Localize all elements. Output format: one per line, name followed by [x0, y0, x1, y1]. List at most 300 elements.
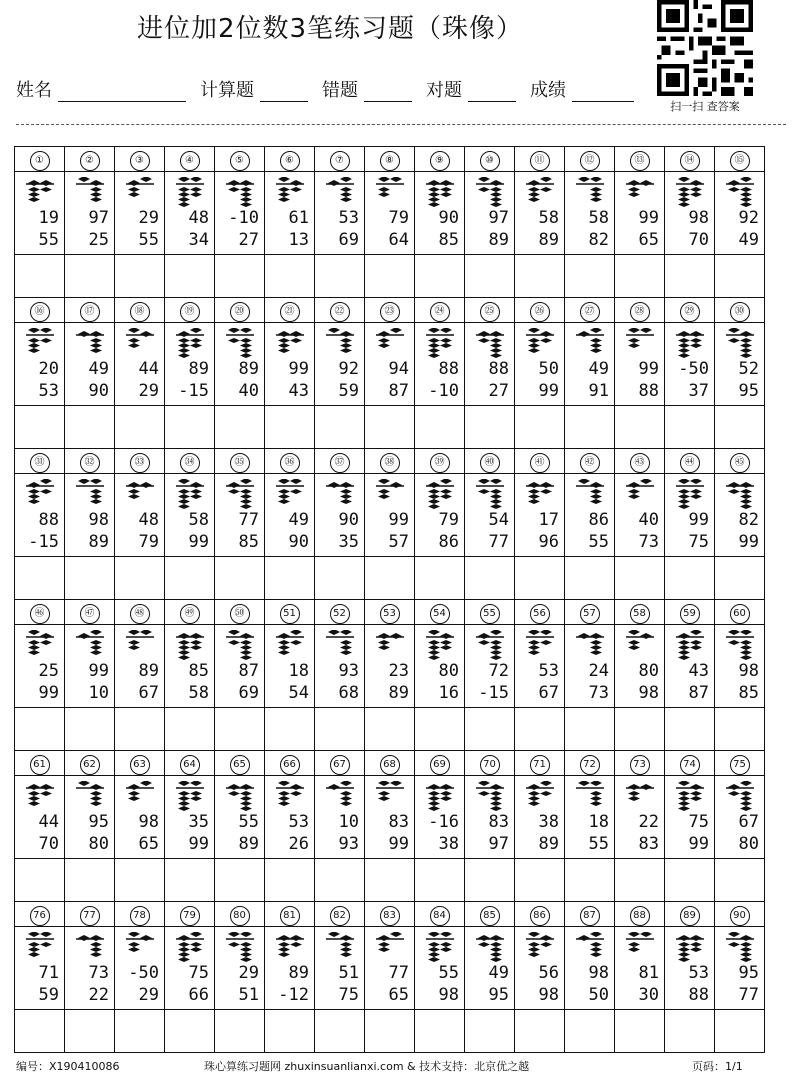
abacus-bead-icon: [624, 630, 656, 660]
abacus-bead-icon: [224, 328, 256, 358]
addend-first: 18: [588, 812, 609, 832]
abacus-bead-icon: [274, 479, 306, 509]
problem-number-cell: [215, 298, 265, 323]
abacus-bead-icon: [674, 932, 706, 962]
problem-cell: [15, 172, 65, 255]
answer-cell[interactable]: [665, 1010, 715, 1053]
answer-cell[interactable]: [365, 708, 415, 751]
problem-cell: [65, 323, 115, 406]
problem-number: ㉝: [130, 453, 150, 473]
problem-number-cell: [115, 751, 165, 776]
answer-cell[interactable]: [265, 708, 315, 751]
addend-second: 89: [538, 834, 559, 854]
addend-first: 73: [88, 963, 109, 983]
abacus-bead-icon: [574, 932, 606, 962]
addend-first: 54: [488, 510, 509, 530]
answer-cell[interactable]: [65, 708, 115, 751]
answer-cell[interactable]: [65, 406, 115, 449]
answer-cell[interactable]: [515, 1010, 565, 1053]
answer-cell[interactable]: [715, 406, 765, 449]
problem-cell: [615, 625, 665, 708]
problem-number: 89: [680, 906, 700, 926]
addend-first: 82: [738, 510, 759, 530]
addend-first: 72: [488, 661, 509, 681]
addend-first: 51: [338, 963, 359, 983]
answer-cell[interactable]: [165, 255, 215, 298]
abacus-bead-icon: [324, 328, 356, 358]
problem-number: 64: [180, 755, 200, 775]
problem-number: 76: [30, 906, 50, 926]
problem-number-cell: [165, 751, 215, 776]
addend-second: 59: [338, 381, 359, 401]
addend-first: 77: [388, 963, 409, 983]
answer-cell[interactable]: [315, 708, 365, 751]
addend-first: 94: [388, 359, 409, 379]
problem-cell: [665, 776, 715, 859]
abacus-bead-icon: [374, 781, 406, 811]
answer-cell[interactable]: [515, 708, 565, 751]
problem-number-cell: [215, 449, 265, 474]
addend-first: 23: [388, 661, 409, 681]
abacus-bead-icon: [474, 630, 506, 660]
answer-cell[interactable]: [215, 1010, 265, 1053]
answer-cell[interactable]: [265, 1010, 315, 1053]
answer-cell[interactable]: [665, 859, 715, 902]
problem-cell: [365, 323, 415, 406]
answer-cell[interactable]: [265, 406, 315, 449]
addend-second: 27: [238, 230, 259, 250]
addend-first: 75: [188, 963, 209, 983]
problem-cell: [515, 625, 565, 708]
addend-first: 98: [88, 510, 109, 530]
problem-number: 59: [680, 604, 700, 624]
answer-cell[interactable]: [215, 557, 265, 600]
problem-number: 69: [430, 755, 450, 775]
answer-cell[interactable]: [165, 708, 215, 751]
addend-second: 80: [88, 834, 109, 854]
addend-first: 83: [388, 812, 409, 832]
addend-second: 67: [138, 683, 159, 703]
answer-cell[interactable]: [115, 255, 165, 298]
answer-cell[interactable]: [215, 255, 265, 298]
answer-cell[interactable]: [15, 1010, 65, 1053]
answer-cell[interactable]: [565, 859, 615, 902]
wrong-count-blank[interactable]: [364, 83, 412, 102]
problem-cell: [515, 474, 565, 557]
answer-cell[interactable]: [365, 859, 415, 902]
problem-number-cell: [515, 147, 565, 172]
problem-number-cell: [465, 751, 515, 776]
answer-cell[interactable]: [165, 557, 215, 600]
addend-first: 48: [188, 208, 209, 228]
answer-cell[interactable]: [265, 859, 315, 902]
answer-cell[interactable]: [65, 859, 115, 902]
abacus-bead-icon: [324, 781, 356, 811]
problem-number: ㊾: [180, 604, 200, 624]
answer-cell[interactable]: [415, 859, 465, 902]
addend-second: 80: [738, 834, 759, 854]
problem-number-cell: [65, 751, 115, 776]
abacus-bead-icon: [524, 177, 556, 207]
problem-cell: [365, 776, 415, 859]
qr-label: 扫一扫 查答案: [670, 100, 740, 113]
abacus-bead-icon: [274, 932, 306, 962]
answer-cell[interactable]: [515, 255, 565, 298]
problem-cell: [415, 776, 465, 859]
abacus-bead-icon: [124, 177, 156, 207]
answer-cell[interactable]: [565, 557, 615, 600]
problem-number-cell: [415, 147, 465, 172]
problem-number-cell: [465, 147, 515, 172]
score-label: 成绩: [530, 80, 566, 101]
problem-number-cell: [215, 902, 265, 927]
answer-cell[interactable]: [415, 708, 465, 751]
answer-cell[interactable]: [315, 406, 365, 449]
problem-number-cell: [615, 600, 665, 625]
addend-first: 92: [338, 359, 359, 379]
answer-cell[interactable]: [465, 406, 515, 449]
answer-cell[interactable]: [715, 1010, 765, 1053]
problem-number: 74: [680, 755, 700, 775]
abacus-bead-icon: [674, 177, 706, 207]
addend-second: 98: [538, 985, 559, 1005]
answer-cell[interactable]: [65, 255, 115, 298]
answer-cell[interactable]: [415, 1010, 465, 1053]
answer-cell[interactable]: [65, 557, 115, 600]
addend-first: 10: [338, 812, 359, 832]
addend-second: 59: [38, 985, 59, 1005]
problem-number-cell: [215, 147, 265, 172]
answer-cell[interactable]: [215, 708, 265, 751]
problem-cell: [715, 625, 765, 708]
addend-first: 86: [588, 510, 609, 530]
answer-cell[interactable]: [615, 406, 665, 449]
answer-cell[interactable]: [315, 1010, 365, 1053]
problem-cell: [265, 172, 315, 255]
addend-second: 22: [88, 985, 109, 1005]
problem-number-cell: [165, 449, 215, 474]
addend-second: -15: [178, 381, 209, 401]
problem-cell: [365, 625, 415, 708]
abacus-bead-icon: [274, 177, 306, 207]
addend-second: 75: [338, 985, 359, 1005]
problem-number-cell: [465, 449, 515, 474]
answer-cell[interactable]: [365, 557, 415, 600]
abacus-bead-icon: [24, 177, 56, 207]
answer-cell[interactable]: [15, 406, 65, 449]
answer-cell[interactable]: [365, 406, 415, 449]
addend-second: 53: [38, 381, 59, 401]
problem-cell: [415, 474, 465, 557]
problem-number-cell: [515, 600, 565, 625]
abacus-bead-icon: [724, 630, 756, 660]
problem-number-cell: [265, 147, 315, 172]
problem-number: ㊽: [130, 604, 150, 624]
problem-cell: [315, 172, 365, 255]
addend-second: 73: [638, 532, 659, 552]
problem-cell: [665, 474, 715, 557]
addend-first: 29: [138, 208, 159, 228]
problem-number-cell: [515, 751, 565, 776]
calc-count-blank[interactable]: [260, 83, 308, 102]
name-blank[interactable]: [58, 83, 186, 102]
problem-number-cell: [415, 600, 465, 625]
abacus-bead-icon: [174, 479, 206, 509]
addend-first: 40: [638, 510, 659, 530]
abacus-bead-icon: [724, 328, 756, 358]
answer-cell[interactable]: [215, 859, 265, 902]
answer-cell[interactable]: [315, 255, 365, 298]
abacus-bead-icon: [74, 932, 106, 962]
addend-second: 29: [138, 381, 159, 401]
answer-cell[interactable]: [115, 708, 165, 751]
problem-number: ⑭: [680, 151, 700, 171]
answer-cell[interactable]: [265, 255, 315, 298]
problem-number: 83: [380, 906, 400, 926]
addend-first: 88: [38, 510, 59, 530]
problem-number-cell: [265, 449, 315, 474]
problem-number: 90: [730, 906, 750, 926]
problem-cell: [215, 474, 265, 557]
answer-cell[interactable]: [165, 406, 215, 449]
answer-cell[interactable]: [415, 406, 465, 449]
addend-first: 49: [488, 963, 509, 983]
abacus-bead-icon: [324, 177, 356, 207]
answer-cell[interactable]: [415, 255, 465, 298]
problem-number-cell: [715, 902, 765, 927]
answer-cell[interactable]: [465, 1010, 515, 1053]
abacus-bead-icon: [424, 630, 456, 660]
problem-number: 61: [30, 755, 50, 775]
answer-cell[interactable]: [715, 708, 765, 751]
problem-number-cell: [665, 449, 715, 474]
addend-first: -50: [678, 359, 709, 379]
answer-cell[interactable]: [715, 557, 765, 600]
addend-second: 77: [488, 532, 509, 552]
addend-second: 55: [138, 230, 159, 250]
answer-cell[interactable]: [365, 1010, 415, 1053]
addend-first: 53: [338, 208, 359, 228]
abacus-bead-icon: [724, 781, 756, 811]
addend-second: -15: [28, 532, 59, 552]
problem-number: 85: [480, 906, 500, 926]
addend-second: 64: [388, 230, 409, 250]
answer-cell[interactable]: [415, 557, 465, 600]
answer-cell[interactable]: [515, 859, 565, 902]
problem-number-cell: [315, 147, 365, 172]
answer-cell[interactable]: [515, 557, 565, 600]
abacus-bead-icon: [274, 630, 306, 660]
answer-cell[interactable]: [65, 1010, 115, 1053]
answer-cell[interactable]: [665, 255, 715, 298]
problem-number: 77: [80, 906, 100, 926]
problem-number: 57: [580, 604, 600, 624]
answer-cell[interactable]: [565, 1010, 615, 1053]
answer-cell[interactable]: [565, 406, 615, 449]
problem-number: ㊶: [530, 453, 550, 473]
answer-cell[interactable]: [615, 557, 665, 600]
problem-cell: [115, 172, 165, 255]
answer-cell[interactable]: [165, 1010, 215, 1053]
addend-first: 99: [638, 359, 659, 379]
addend-first: 22: [638, 812, 659, 832]
problem-cell: [615, 927, 665, 1010]
addend-second: 77: [738, 985, 759, 1005]
abacus-bead-icon: [224, 177, 256, 207]
answer-cell[interactable]: [465, 557, 515, 600]
problem-number-cell: [265, 298, 315, 323]
answer-cell[interactable]: [15, 708, 65, 751]
problem-cell: [65, 172, 115, 255]
answer-cell[interactable]: [715, 859, 765, 902]
problem-number-cell: [315, 298, 365, 323]
answer-cell[interactable]: [465, 708, 515, 751]
answer-cell[interactable]: [565, 708, 615, 751]
addend-first: 18: [288, 661, 309, 681]
addend-second: -10: [428, 381, 459, 401]
problem-cell: [565, 172, 615, 255]
problem-number-cell: [265, 902, 315, 927]
addend-second: 35: [338, 532, 359, 552]
addend-second: 85: [738, 683, 759, 703]
answer-cell[interactable]: [115, 557, 165, 600]
problem-number: ㉜: [80, 453, 100, 473]
problem-cell: [615, 172, 665, 255]
problem-cell: [215, 172, 265, 255]
answer-cell[interactable]: [315, 557, 365, 600]
problem-cell: [265, 625, 315, 708]
problem-cell: [15, 927, 65, 1010]
abacus-bead-icon: [674, 479, 706, 509]
abacus-bead-icon: [724, 479, 756, 509]
abacus-bead-icon: [224, 781, 256, 811]
problem-number: 55: [480, 604, 500, 624]
problem-number-cell: [15, 600, 65, 625]
addend-first: 83: [488, 812, 509, 832]
problem-number-cell: [215, 600, 265, 625]
addend-second: 50: [588, 985, 609, 1005]
problem-number-cell: [415, 449, 465, 474]
problem-number: ㉑: [280, 302, 300, 322]
problem-number-cell: [315, 902, 365, 927]
answer-cell[interactable]: [365, 255, 415, 298]
problem-cell: [165, 172, 215, 255]
problem-cell: [315, 474, 365, 557]
answer-cell[interactable]: [565, 255, 615, 298]
addend-second: 95: [488, 985, 509, 1005]
answer-cell[interactable]: [115, 406, 165, 449]
problem-cell: [165, 323, 215, 406]
addend-second: 75: [688, 532, 709, 552]
addend-first: 88: [488, 359, 509, 379]
addend-first: 29: [238, 963, 259, 983]
answer-cell[interactable]: [465, 859, 515, 902]
problem-number: ⑫: [580, 151, 600, 171]
addend-second: 98: [638, 683, 659, 703]
problem-number-cell: [515, 902, 565, 927]
addend-first: 97: [88, 208, 109, 228]
addend-second: 10: [88, 683, 109, 703]
answer-cell[interactable]: [665, 406, 715, 449]
answer-cell[interactable]: [115, 859, 165, 902]
abacus-bead-icon: [474, 479, 506, 509]
addend-first: 98: [138, 812, 159, 832]
problem-number-cell: [615, 147, 665, 172]
answer-cell[interactable]: [115, 1010, 165, 1053]
addend-second: 34: [188, 230, 209, 250]
answer-cell[interactable]: [315, 859, 365, 902]
score-blank[interactable]: [572, 83, 634, 102]
abacus-bead-icon: [674, 781, 706, 811]
addend-first: 79: [388, 208, 409, 228]
problem-cell: [565, 323, 615, 406]
problem-number: ㉛: [30, 453, 50, 473]
problem-number-cell: [415, 751, 465, 776]
answer-cell[interactable]: [265, 557, 315, 600]
right-count-blank[interactable]: [468, 83, 516, 102]
problem-cell: [165, 776, 215, 859]
answer-cell[interactable]: [15, 557, 65, 600]
addend-second: 89: [388, 683, 409, 703]
addend-second: 87: [688, 683, 709, 703]
addend-first: 53: [538, 661, 559, 681]
abacus-bead-icon: [174, 177, 206, 207]
problem-cell: [265, 474, 315, 557]
problem-cell: [715, 927, 765, 1010]
answer-cell[interactable]: [515, 406, 565, 449]
answer-cell[interactable]: [615, 1010, 665, 1053]
problem-number-cell: [15, 902, 65, 927]
answer-cell[interactable]: [15, 255, 65, 298]
answer-cell[interactable]: [715, 255, 765, 298]
answer-cell[interactable]: [15, 859, 65, 902]
addend-first: 25: [38, 661, 59, 681]
problem-number-cell: [565, 600, 615, 625]
answer-cell[interactable]: [665, 708, 715, 751]
problem-number: 54: [430, 604, 450, 624]
problem-number-cell: [415, 298, 465, 323]
addend-second: 98: [438, 985, 459, 1005]
addend-second: 68: [338, 683, 359, 703]
answer-cell[interactable]: [615, 859, 665, 902]
problem-number: 66: [280, 755, 300, 775]
answer-cell[interactable]: [615, 255, 665, 298]
answer-cell[interactable]: [665, 557, 715, 600]
problem-number: ㉟: [230, 453, 250, 473]
problem-number: ⑨: [430, 151, 450, 171]
addend-second: 65: [138, 834, 159, 854]
abacus-bead-icon: [624, 177, 656, 207]
abacus-bead-icon: [524, 479, 556, 509]
addend-second: 86: [438, 532, 459, 552]
answer-cell[interactable]: [465, 255, 515, 298]
problem-number-cell: [565, 298, 615, 323]
qr-code-icon[interactable]: [657, 0, 753, 96]
problem-number: 84: [430, 906, 450, 926]
problem-number-cell: [515, 298, 565, 323]
answer-cell[interactable]: [615, 708, 665, 751]
problem-number-cell: [615, 751, 665, 776]
addend-second: 83: [638, 834, 659, 854]
problem-number: ㊳: [380, 453, 400, 473]
answer-cell[interactable]: [165, 859, 215, 902]
problem-number: 86: [530, 906, 550, 926]
problem-number: 52: [330, 604, 350, 624]
problem-number-cell: [465, 902, 515, 927]
addend-first: -16: [428, 812, 459, 832]
addend-second: 51: [238, 985, 259, 1005]
answer-cell[interactable]: [215, 406, 265, 449]
